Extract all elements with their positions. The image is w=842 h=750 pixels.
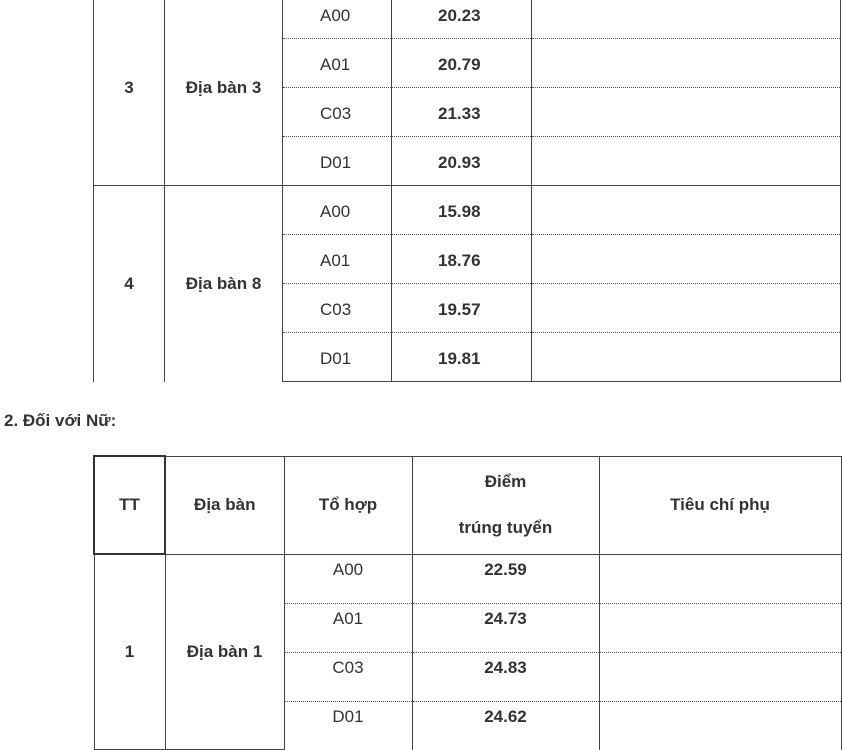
combo-cell: A01: [283, 39, 392, 88]
criteria-cell: [532, 39, 841, 88]
score-cell: 19.57: [392, 284, 532, 333]
admission-table-female: [93, 455, 842, 750]
score-cell: 18.76: [392, 235, 532, 284]
criteria-cell: [532, 235, 841, 284]
criteria-cell: [532, 333, 841, 382]
section-heading-female: 2. Đối với Nữ:: [4, 411, 117, 430]
table-row: [94, 0, 841, 39]
criteria-cell: [532, 88, 841, 137]
combo-cell: D01: [284, 701, 412, 750]
criteria-cell: [532, 284, 841, 333]
criteria-cell: [599, 554, 841, 603]
combo-cell: A00: [283, 0, 392, 39]
score-cell: 19.81: [392, 333, 532, 382]
header-criteria: Tiêu chí phụ: [599, 456, 841, 554]
area-cell: Địa bàn 1: [165, 554, 284, 750]
tt-cell: 1: [94, 554, 165, 750]
combo-cell: C03: [283, 88, 392, 137]
criteria-cell: [599, 603, 841, 652]
score-cell: 20.23: [392, 0, 532, 39]
admission-table-male-continued: [93, 0, 841, 382]
header-score-line2: trúng tuyển: [458, 518, 553, 537]
score-cell: 20.79: [392, 39, 532, 88]
combo-cell: A01: [284, 603, 412, 652]
table-header-row: [94, 456, 841, 554]
score-cell: 24.73: [412, 603, 599, 652]
combo-cell: D01: [283, 333, 392, 382]
score-cell: 21.33: [392, 88, 532, 137]
combo-cell: C03: [284, 652, 412, 701]
criteria-cell: [599, 701, 841, 750]
header-score-line1: Điểm: [484, 472, 527, 491]
tt-cell: 3: [94, 0, 165, 186]
combo-cell: D01: [283, 137, 392, 186]
criteria-cell: [532, 137, 841, 186]
score-cell: 15.98: [392, 186, 532, 235]
area-cell: Địa bàn 3: [165, 0, 283, 186]
combo-cell: C03: [283, 284, 392, 333]
combo-cell: A01: [283, 235, 392, 284]
header-score: [412, 456, 599, 554]
header-tt: TT: [94, 456, 165, 554]
table-row: [94, 186, 841, 235]
score-cell: 22.59: [412, 554, 599, 603]
score-cell: 20.93: [392, 137, 532, 186]
score-cell: 24.62: [412, 701, 599, 750]
criteria-cell: [532, 186, 841, 235]
area-cell: Địa bàn 8: [165, 186, 283, 382]
criteria-cell: [599, 652, 841, 701]
header-combo: Tổ hợp: [284, 456, 412, 554]
tt-cell: 4: [94, 186, 165, 382]
score-cell: 24.83: [412, 652, 599, 701]
table-row: [94, 554, 841, 603]
criteria-cell: [532, 0, 841, 39]
header-area: Địa bàn: [165, 456, 284, 554]
combo-cell: A00: [283, 186, 392, 235]
combo-cell: A00: [284, 554, 412, 603]
